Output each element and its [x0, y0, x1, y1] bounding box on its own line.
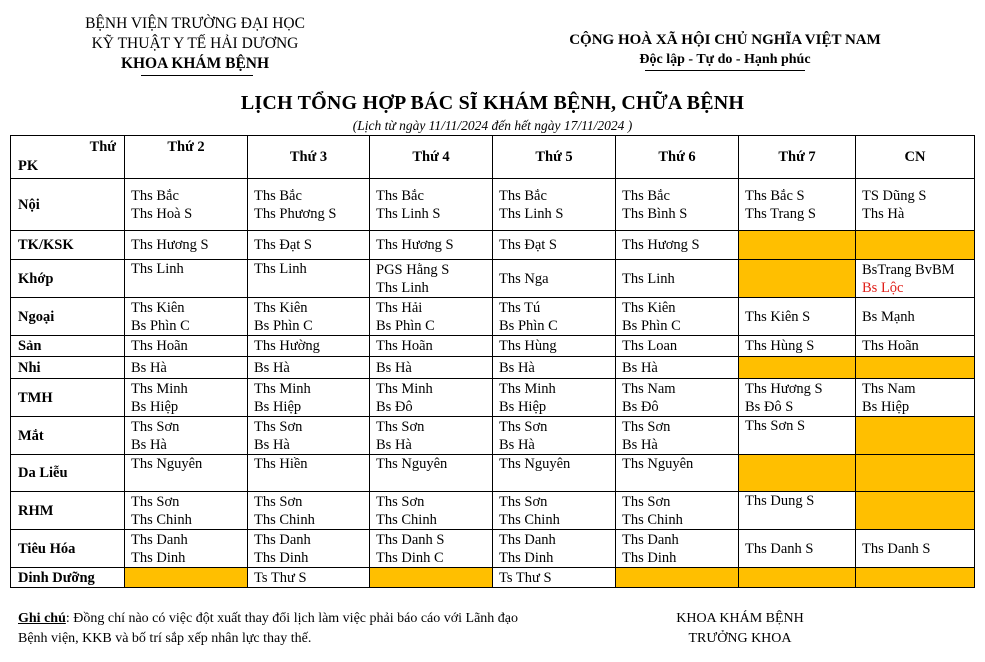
day-header: Thứ 3 — [248, 136, 370, 179]
doctor-cell — [493, 260, 616, 298]
doctor-cell — [370, 530, 493, 568]
doctor-name: Ths Danh — [622, 531, 679, 548]
table-row — [11, 455, 975, 492]
doctor-cell — [493, 179, 616, 231]
doctor-name: Ths Chinh — [254, 511, 315, 528]
doctor-name: Ths Sơn — [376, 418, 425, 435]
doctor-name: Ths Danh S — [862, 540, 931, 557]
doctor-cell — [739, 379, 856, 417]
doctor-name: Ths Hùng S — [745, 338, 815, 354]
clinic-name: Nội — [11, 179, 125, 231]
doctor-name: Ths Sơn — [131, 493, 180, 510]
doctor-name: Bs Lộc — [862, 279, 904, 296]
doctor-cell — [125, 298, 248, 336]
doctor-cell — [125, 231, 248, 260]
empty-slot-highlight — [856, 417, 975, 455]
doctor-name: Ths Linh — [254, 261, 307, 277]
empty-slot-highlight — [739, 455, 856, 492]
doctor-name: Ths Sơn — [499, 493, 548, 510]
doctor-name: Ths Hoãn — [862, 338, 919, 354]
doctor-name: Ths Bắc — [131, 187, 179, 204]
doctor-name: Ths Nam — [862, 380, 916, 397]
doctor-name: Ths Sơn — [254, 418, 303, 435]
doctor-name: Bs Hà — [499, 436, 535, 453]
empty-slot-highlight — [856, 492, 975, 530]
empty-slot-highlight — [739, 568, 856, 588]
doctor-name: Ths Hoãn — [131, 338, 188, 354]
corner-cell — [11, 136, 125, 179]
doctor-cell — [616, 492, 739, 530]
doctor-name: Ths Bắc S — [745, 187, 805, 204]
doctor-cell — [125, 179, 248, 231]
doctor-name: Ths Sơn — [622, 418, 671, 435]
doctor-name: Ths Minh — [254, 380, 311, 397]
doctor-name: Ths Sơn S — [745, 418, 806, 434]
table-row — [11, 379, 975, 417]
doctor-name: Bs Hà — [254, 359, 290, 376]
empty-slot-highlight — [125, 568, 248, 588]
national-header — [520, 31, 930, 71]
doctor-name: Ths Bắc — [254, 187, 302, 204]
doctor-cell — [856, 336, 975, 357]
clinic-name: Ngoại — [11, 298, 125, 336]
table-row — [11, 298, 975, 336]
doctor-name: Ths Chinh — [131, 511, 192, 528]
empty-slot-highlight — [856, 357, 975, 379]
signature-title: TRƯỞNG KHOA — [688, 631, 792, 646]
doctor-name: PGS Hằng S — [376, 261, 450, 278]
corner-pk-label: PK — [18, 158, 39, 174]
doctor-cell — [493, 530, 616, 568]
doctor-name: Ths Bắc — [376, 187, 424, 204]
doctor-name: Ths Đạt S — [254, 237, 312, 253]
doctor-name: Bs Hà — [499, 359, 535, 376]
schedule-table — [10, 135, 975, 588]
doctor-name: Ths Hương S — [376, 237, 454, 253]
doctor-name: Ths Hiền — [254, 456, 308, 472]
doctor-cell — [616, 357, 739, 379]
table-row — [11, 231, 975, 260]
doctor-cell — [248, 492, 370, 530]
doctor-cell — [125, 260, 248, 298]
department-underline — [141, 75, 253, 76]
doctor-name: Bs Phìn C — [376, 317, 435, 334]
doctor-name: Ts Thư S — [254, 569, 307, 586]
day-header: Thứ 4 — [370, 136, 493, 179]
doctor-cell — [493, 417, 616, 455]
doctor-cell — [856, 260, 975, 298]
doctor-cell — [248, 530, 370, 568]
table-row — [11, 260, 975, 298]
doctor-cell — [370, 379, 493, 417]
clinic-name: RHM — [11, 492, 125, 530]
doctor-name: Bs Hà — [376, 436, 412, 453]
table-row — [11, 336, 975, 357]
doctor-name: Ts Thư S — [499, 569, 552, 586]
footnote-label: Ghi chú — [18, 611, 66, 626]
doctor-cell — [493, 492, 616, 530]
day-header: Thứ 6 — [616, 136, 739, 179]
doctor-cell — [248, 568, 370, 588]
clinic-name: Nhi — [11, 357, 125, 379]
doctor-name: Ths Dinh C — [376, 549, 444, 566]
clinic-name: Sản — [11, 336, 125, 357]
doctor-cell — [125, 455, 248, 492]
clinic-name: Dinh Dưỡng — [11, 568, 125, 588]
doctor-name: Ths Danh — [499, 531, 556, 548]
doctor-name: Ths Linh — [131, 261, 184, 277]
footnote-text: : Đồng chí nào có việc đột xuất thay đổi lịch làm việc phải báo cáo với Lãnh đạo Bệnh viện, KKB và bố trí sắp xếp nhân lực thay thế. — [18, 611, 519, 646]
doctor-name: Ths Sơn — [622, 493, 671, 510]
doctor-cell — [493, 231, 616, 260]
doctor-cell — [493, 455, 616, 492]
doctor-name: Bs Đô — [376, 398, 413, 415]
doctor-name: Ths Linh S — [499, 205, 564, 222]
doctor-name: Ths Minh — [499, 380, 556, 397]
doctor-name: Ths Hương S — [745, 380, 823, 397]
doctor-name: Ths Sơn — [254, 493, 303, 510]
doctor-cell — [370, 336, 493, 357]
doctor-cell — [739, 179, 856, 231]
national-title: CỘNG HOÀ XÃ HỘI CHỦ NGHĨA VIỆT NAM — [569, 32, 881, 48]
hospital-name-line2: KỸ THUẬT Y TẾ HẢI DƯƠNG — [91, 35, 299, 52]
doctor-name: Ths Loan — [622, 338, 678, 354]
corner-day-label: Thứ — [89, 139, 116, 155]
doctor-name: Ths Hoãn — [376, 338, 433, 354]
doctor-name: Bs Hà — [622, 359, 658, 376]
doctor-name: Ths Bình S — [622, 205, 688, 222]
doctor-cell — [616, 179, 739, 231]
doctor-cell — [248, 417, 370, 455]
doctor-cell — [493, 298, 616, 336]
national-motto: Độc lập - Tự do - Hạnh phúc — [639, 52, 811, 67]
doctor-name: BsTrang BvBM — [862, 261, 955, 278]
doctor-name: Ths Sơn — [131, 418, 180, 435]
doctor-cell — [248, 455, 370, 492]
doctor-name: Bs Phìn C — [499, 317, 558, 334]
doctor-cell — [856, 298, 975, 336]
doctor-name: Ths Bắc — [622, 187, 670, 204]
table-row — [11, 357, 975, 379]
doctor-cell — [248, 298, 370, 336]
doctor-cell — [739, 417, 856, 455]
doctor-name: Bs Phìn C — [622, 317, 681, 334]
doctor-name: Ths Trang S — [745, 205, 816, 222]
doctor-cell — [739, 530, 856, 568]
doctor-name: Ths Chinh — [376, 511, 437, 528]
doctor-name: Bs Hà — [254, 436, 290, 453]
doctor-name: Ths Hải — [376, 299, 423, 316]
doctor-name: Ths Danh — [131, 531, 188, 548]
doctor-name: Ths Dinh — [131, 549, 186, 566]
doctor-cell — [856, 530, 975, 568]
doctor-name: Ths Bắc — [499, 187, 547, 204]
doctor-cell — [370, 417, 493, 455]
doctor-cell — [248, 379, 370, 417]
doctor-name: Bs Hà — [376, 359, 412, 376]
doctor-cell — [370, 179, 493, 231]
doctor-cell — [493, 336, 616, 357]
footnote — [18, 609, 538, 649]
doctor-cell — [616, 260, 739, 298]
doctor-cell — [248, 179, 370, 231]
doctor-name: Ths Linh S — [376, 205, 441, 222]
header-row — [11, 136, 975, 179]
doctor-name: Ths Đạt S — [499, 237, 557, 253]
motto-underline — [645, 70, 805, 71]
doctor-cell — [370, 455, 493, 492]
clinic-name: Da Liễu — [11, 455, 125, 492]
doctor-cell — [248, 336, 370, 357]
doctor-cell — [616, 298, 739, 336]
doctor-name: Bs Hà — [131, 359, 167, 376]
doctor-name: Ths Danh S — [745, 540, 814, 557]
empty-slot-highlight — [856, 455, 975, 492]
doctor-cell — [493, 379, 616, 417]
doctor-name: Ths Linh — [622, 270, 675, 287]
empty-slot-highlight — [739, 260, 856, 298]
doctor-cell — [739, 298, 856, 336]
doctor-name: Ths Hoà S — [131, 205, 193, 222]
doctor-cell — [616, 231, 739, 260]
doctor-cell — [370, 231, 493, 260]
doctor-cell — [125, 357, 248, 379]
doctor-name: Ths Dung S — [745, 493, 815, 509]
doctor-cell — [739, 336, 856, 357]
empty-slot-highlight — [856, 568, 975, 588]
signature-block — [640, 609, 840, 649]
doctor-cell — [125, 417, 248, 455]
doctor-name: Ths Linh — [376, 279, 429, 296]
doctor-cell — [493, 568, 616, 588]
doctor-cell — [739, 492, 856, 530]
doctor-name: Ths Kiên — [622, 299, 676, 316]
doctor-cell — [248, 231, 370, 260]
day-header: Thứ 2 — [125, 136, 248, 179]
doctor-cell — [616, 455, 739, 492]
doctor-cell — [856, 379, 975, 417]
department-name: KHOA KHÁM BỆNH — [120, 55, 270, 72]
doctor-name: Ths Minh — [376, 380, 433, 397]
doctor-name: Ths Dinh — [622, 549, 677, 566]
doctor-name: Ths Hương S — [622, 237, 700, 253]
doctor-name: Ths Kiên — [254, 299, 308, 316]
empty-slot-highlight — [739, 357, 856, 379]
empty-slot-highlight — [616, 568, 739, 588]
doctor-name: Bs Hà — [622, 436, 658, 453]
doctor-name: Bs Hà — [131, 436, 167, 453]
doctor-cell — [370, 260, 493, 298]
signature-department: KHOA KHÁM BỆNH — [676, 611, 804, 626]
doctor-cell — [616, 530, 739, 568]
table-row — [11, 417, 975, 455]
doctor-cell — [370, 298, 493, 336]
document-title: LỊCH TỔNG HỢP BÁC SĨ KHÁM BỆNH, CHỮA BỆNH — [240, 92, 745, 114]
day-header: Thứ 5 — [493, 136, 616, 179]
doctor-cell — [370, 492, 493, 530]
doctor-name: Bs Phìn C — [254, 317, 313, 334]
doctor-name: Bs Đô S — [745, 398, 794, 415]
doctor-cell — [616, 336, 739, 357]
clinic-name: Tiêu Hóa — [11, 530, 125, 568]
doctor-cell — [125, 379, 248, 417]
empty-slot-highlight — [856, 231, 975, 260]
hospital-header — [40, 14, 350, 76]
doctor-name: Ths Danh — [254, 531, 311, 548]
doctor-name: Ths Nguyên — [376, 456, 448, 472]
day-header: Thứ 7 — [739, 136, 856, 179]
doctor-cell — [616, 417, 739, 455]
doctor-name: Ths Sơn — [376, 493, 425, 510]
doctor-name: Ths Nguyên — [499, 456, 571, 472]
clinic-name: Mắt — [11, 417, 125, 455]
doctor-name: Bs Hiệp — [499, 398, 547, 415]
doctor-name: Ths Nguyên — [131, 456, 203, 472]
doctor-cell — [125, 492, 248, 530]
doctor-name: Ths Dinh — [254, 549, 309, 566]
doctor-cell — [493, 357, 616, 379]
doctor-name: Ths Kiên — [131, 299, 185, 316]
hospital-name-line1: BỆNH VIỆN TRƯỜNG ĐẠI HỌC — [85, 15, 305, 32]
table-row — [11, 492, 975, 530]
doctor-name: Ths Hà — [862, 205, 905, 222]
doctor-name: Ths Nam — [622, 380, 676, 397]
doctor-name: Ths Sơn — [499, 418, 548, 435]
doctor-name: Ths Chinh — [499, 511, 560, 528]
doctor-cell — [856, 179, 975, 231]
doctor-name: Ths Kiên S — [745, 308, 811, 325]
day-header: CN — [856, 136, 975, 179]
empty-slot-highlight — [370, 568, 493, 588]
doctor-name: Bs Mạnh — [862, 308, 915, 325]
doctor-name: Bs Đô — [622, 398, 659, 415]
doctor-name: Ths Hường — [254, 338, 320, 354]
doctor-name: Ths Dinh — [499, 549, 554, 566]
doctor-cell — [616, 379, 739, 417]
clinic-name: TK/KSK — [11, 231, 125, 260]
doctor-name: Ths Nguyên — [622, 456, 694, 472]
doctor-cell — [125, 336, 248, 357]
doctor-name: Ths Danh S — [376, 531, 445, 548]
doctor-name: TS Dũng S — [862, 187, 927, 204]
doctor-name: Ths Chinh — [622, 511, 683, 528]
doctor-name: Ths Minh — [131, 380, 188, 397]
table-row — [11, 568, 975, 588]
clinic-name: Khớp — [11, 260, 125, 298]
date-range: (Lịch từ ngày 11/11/2024 đến hết ngày 17/11/2024 ) — [352, 118, 633, 133]
doctor-name: Bs Hiệp — [131, 398, 179, 415]
doctor-name: Ths Hương S — [131, 237, 209, 253]
doctor-name: Ths Phương S — [254, 205, 337, 222]
doctor-cell — [248, 357, 370, 379]
doctor-name: Ths Hùng — [499, 338, 557, 354]
doctor-name: Bs Phìn C — [131, 317, 190, 334]
empty-slot-highlight — [739, 231, 856, 260]
doctor-cell — [248, 260, 370, 298]
doctor-name: Bs Hiệp — [254, 398, 302, 415]
clinic-name: TMH — [11, 379, 125, 417]
doctor-cell — [125, 530, 248, 568]
doctor-name: Bs Hiệp — [862, 398, 910, 415]
table-row — [11, 179, 975, 231]
doctor-name: Ths Tú — [499, 299, 541, 316]
doctor-name: Ths Nga — [499, 270, 549, 287]
doctor-cell — [370, 357, 493, 379]
table-row — [11, 530, 975, 568]
